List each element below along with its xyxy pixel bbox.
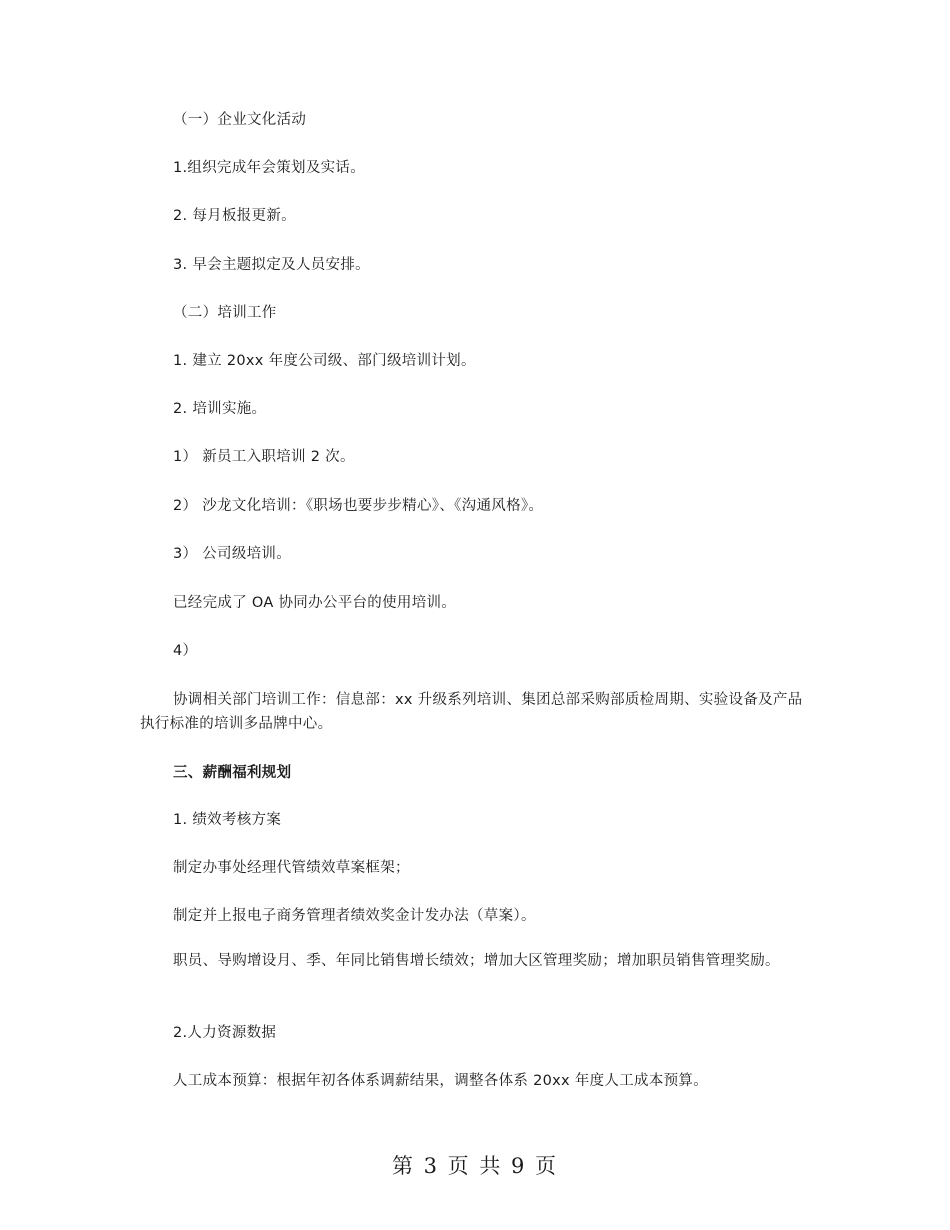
paragraph-hr-data: 2.人力资源数据 <box>173 1025 277 1041</box>
paragraph-new-employee-training: 1） 新员工入职培训 2 次。 <box>173 449 355 465</box>
paragraph-item-4: 4） <box>173 643 198 659</box>
paragraph-ecommerce-bonus: 制定并上报电子商务管理者绩效奖金计发办法（草案）。 <box>173 908 536 924</box>
paragraph-board-update: 2. 每月板报更新。 <box>173 208 296 224</box>
paragraph-training-heading: （二）培训工作 <box>173 305 277 321</box>
paragraph-training-implementation: 2. 培训实施。 <box>173 401 267 417</box>
paragraph-oa-training: 已经完成了 OA 协同办公平台的使用培训。 <box>173 595 457 611</box>
paragraph-coordinate-training: 协调相关部门培训工作：信息部：xx 升级系列培训、集团总部采购部质检周期、实验设备及产品执行标准的培训多品牌中心。 <box>140 692 803 732</box>
paragraph-morning-meeting: 3. 早会主题拟定及人员安排。 <box>173 257 370 273</box>
paragraph-office-manager-draft: 制定办事处经理代管绩效草案框架； <box>173 860 410 876</box>
paragraph-annual-meeting: 1.组织完成年会策划及实话。 <box>173 160 366 176</box>
paragraph-corporate-culture-heading: （一）企业文化活动 <box>173 112 307 128</box>
paragraph-labor-cost: 人工成本预算：根据年初各体系调薪结果，调整各体系 20xx 年度人工成本预算。 <box>173 1073 709 1089</box>
paragraph-performance-plan: 1. 绩效考核方案 <box>173 812 282 828</box>
paragraph-company-training: 3） 公司级培训。 <box>173 546 292 562</box>
paragraph-training-plan: 1. 建立 20xx 年度公司级、部门级培训计划。 <box>173 353 476 369</box>
page-number-footer: 第 3 页 共 9 页 <box>391 1154 559 1178</box>
section-heading-compensation: 三、薪酬福利规划 <box>173 765 292 781</box>
paragraph-sales-growth: 职员、导购增设月、季、年同比销售增长绩效；增加大区管理奖励；增加职员销售管理奖励。 <box>173 953 780 969</box>
paragraph-salon-training: 2） 沙龙文化培训：《职场也要步步精心》、《沟通风格》。 <box>173 498 544 514</box>
